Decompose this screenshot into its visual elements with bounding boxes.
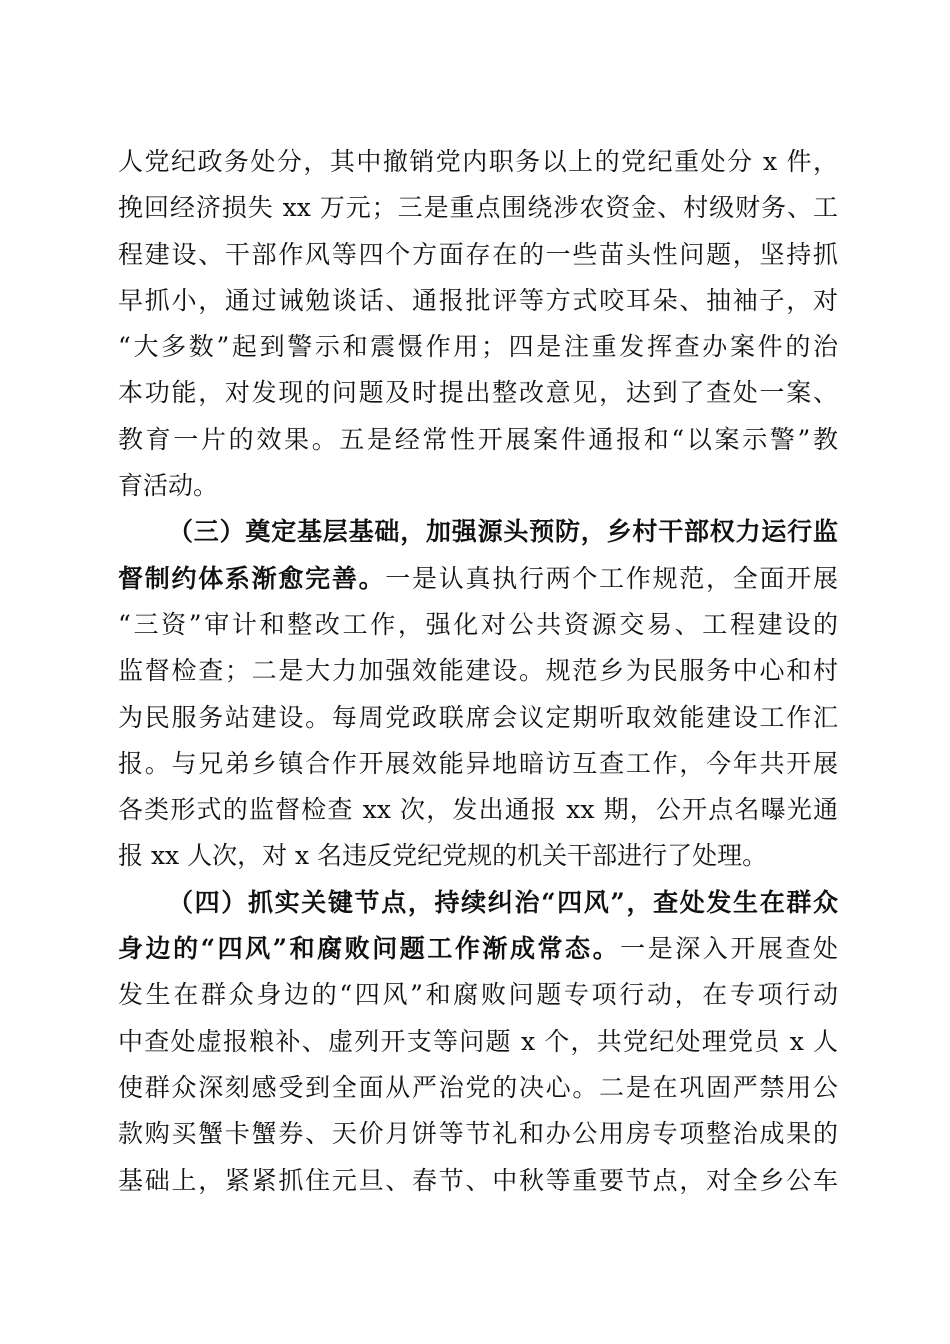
body-line [118, 648, 838, 694]
section-heading-text: （三）奠定基层基础，加强源头预防，乡村干部权力运行监 [168, 517, 838, 547]
body-line [118, 417, 838, 463]
body-line [118, 139, 838, 185]
line-text: 育活动。 [118, 471, 219, 501]
body-line [118, 972, 838, 1018]
line-text: “大多数”起到警示和震慑作用；四是注重发挥查办案件的治 [118, 332, 838, 362]
line-text: 一是认真执行两个工作规范，全面开展 [385, 563, 838, 593]
body-line [118, 741, 838, 787]
line-text: 人党纪政务处分，其中撤销党内职务以上的党纪重处分 x 件， [118, 147, 838, 176]
body-line [118, 1019, 838, 1065]
body-line [118, 232, 838, 278]
body-line [118, 833, 838, 879]
line-text: 早抓小，通过诫勉谈话、通报批评等方式咬耳朵、抽袖子，对 [118, 285, 838, 315]
section-heading-text: （四）抓实关键节点，持续纠治“四风”，查处发生在群众 [168, 887, 838, 917]
body-line [118, 1111, 838, 1157]
document-body [118, 139, 838, 1204]
line-text: 款购买蟹卡蟹券、天价月饼等节礼和办公用房专项整治成果的 [118, 1119, 838, 1149]
body-line [118, 556, 838, 602]
body-line [118, 1065, 838, 1111]
body-line [118, 1158, 838, 1204]
body-line [118, 278, 838, 324]
line-text: 一是深入开展查处 [620, 934, 838, 964]
body-line [118, 695, 838, 741]
line-text: 本功能，对发现的问题及时提出整改意见，达到了查处一案、 [118, 378, 838, 408]
line-text: 报。与兄弟乡镇合作开展效能异地暗访互查工作，今年共开展 [118, 748, 838, 778]
line-text: 发生在群众身边的“四风”和腐败问题专项行动，在专项行动 [118, 980, 838, 1010]
line-text: 监督检查；二是大力加强效能建设。规范乡为民服务中心和村 [118, 656, 838, 686]
line-text: 使群众深刻感受到全面从严治党的决心。二是在巩固严禁用公 [118, 1072, 838, 1102]
line-text: 各类形式的监督检查 xx 次，发出通报 xx 期，公开点名曝光通 [118, 795, 838, 825]
line-text: 为民服务站建设。每周党政联席会议定期听取效能建设工作汇 [118, 702, 838, 732]
line-text: 程建设、干部作风等四个方面存在的一些苗头性问题，坚持抓 [118, 239, 838, 269]
section-heading-line [118, 509, 838, 555]
body-line [118, 185, 838, 231]
section-heading-text: 身边的“四风”和腐败问题工作渐成常态。 [118, 934, 621, 964]
line-text: 教育一片的效果。五是经常性开展案件通报和“以案示警”教 [118, 424, 838, 454]
line-text: 中查处虚报粮补、虚列开支等问题 x 个，共党纪处理党员 x 人 [118, 1026, 838, 1056]
body-line [118, 370, 838, 416]
line-text: 报 xx 人次，对 x 名违反党纪党规的机关干部进行了处理。 [118, 841, 768, 871]
line-text: 挽回经济损失 xx 万元；三是重点围绕涉农资金、村级财务、工 [118, 193, 838, 223]
section-heading-text: 督制约体系渐愈完善。 [118, 563, 386, 593]
section-heading-line [118, 880, 838, 926]
line-text: 基础上，紧紧抓住元旦、春节、中秋等重要节点，对全乡公车 [118, 1165, 838, 1195]
body-line [118, 787, 838, 833]
line-text: “三资”审计和整改工作，强化对公共资源交易、工程建设的 [118, 609, 838, 639]
body-line [118, 602, 838, 648]
body-line [118, 926, 838, 972]
body-line [118, 463, 838, 509]
body-line [118, 324, 838, 370]
